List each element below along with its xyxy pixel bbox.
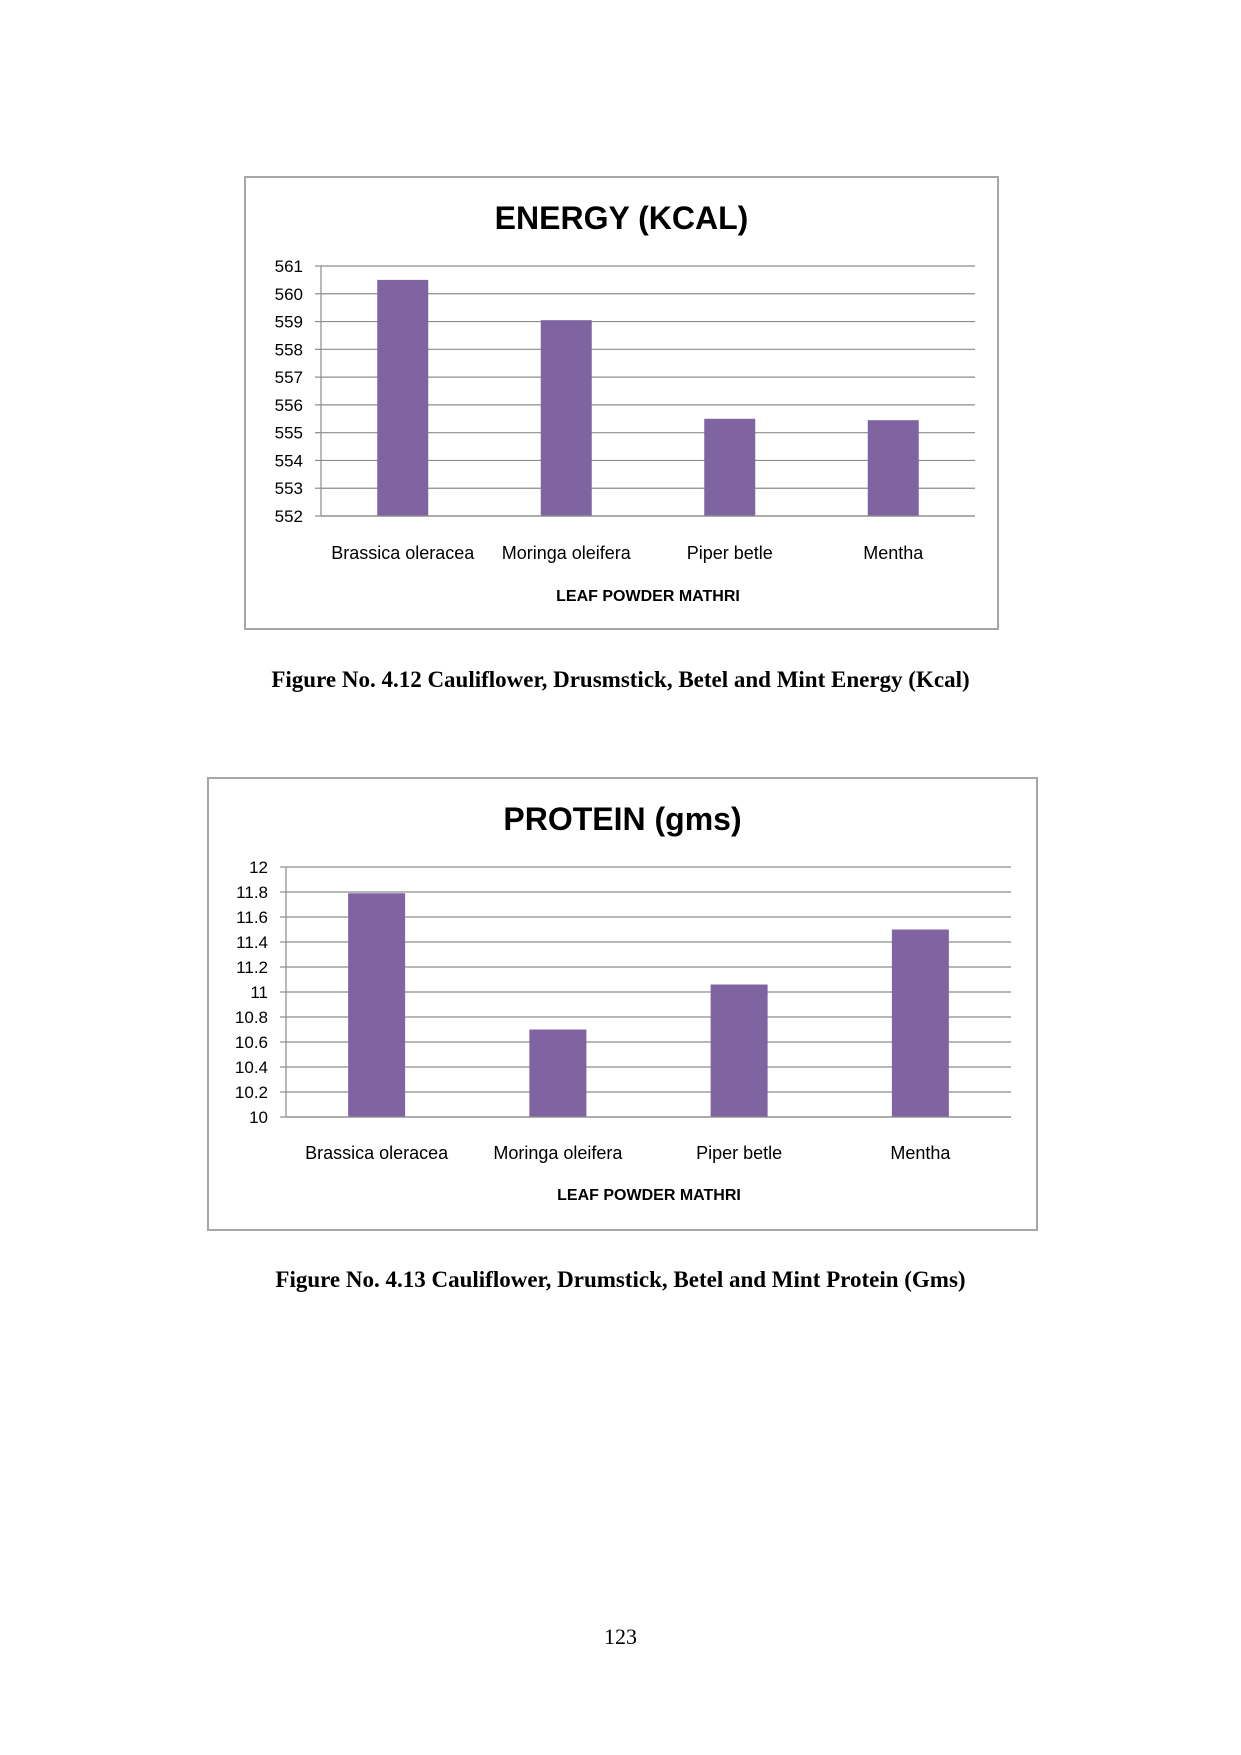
y-tick-label: 10	[249, 1108, 268, 1127]
bar-mentha	[892, 930, 949, 1118]
y-tick-label: 11.4	[236, 933, 268, 952]
y-tick-label: 561	[274, 257, 303, 276]
y-tick-label: 10.2	[234, 1083, 268, 1102]
bar-brassica-oleracea	[377, 280, 428, 516]
y-tick-label: 10.6	[234, 1033, 268, 1052]
x-category-label: Brassica oleracea	[305, 1143, 449, 1163]
y-tick-label: 11.2	[236, 958, 268, 977]
bar-piper-betle	[711, 985, 768, 1118]
chart-title: PROTEIN (gms)	[503, 801, 742, 837]
x-axis-title: LEAF POWDER MATHRI	[557, 1187, 741, 1204]
y-tick-label: 11.6	[236, 908, 268, 927]
protein-chart	[207, 777, 1038, 1231]
y-tick-label: 10.4	[234, 1058, 268, 1077]
page-number: 123	[604, 1624, 637, 1649]
energy-chart-svg	[246, 178, 997, 628]
bar-brassica-oleracea	[348, 893, 405, 1117]
y-tick-label: 11	[250, 983, 268, 1002]
x-category-label: Piper betle	[696, 1143, 783, 1163]
bar-mentha	[868, 420, 919, 516]
x-category-label: Moringa oleifera	[493, 1143, 623, 1163]
x-category-label: Mentha	[890, 1143, 951, 1163]
energy-chart	[244, 176, 999, 630]
protein-figure-caption: Figure No. 4.13 Cauliflower, Drumstick, Betel and Mint Protein (Gms)	[275, 1267, 966, 1292]
x-category-label: Piper betle	[686, 543, 773, 563]
x-category-label: Brassica oleracea	[331, 543, 475, 563]
y-tick-label: 555	[274, 423, 303, 443]
x-category-label: Mentha	[863, 543, 924, 563]
y-tick-label: 552	[274, 507, 303, 526]
bar-moringa-oleifera	[541, 320, 592, 516]
y-tick-label: 10.8	[234, 1008, 268, 1027]
y-tick-label: 558	[274, 340, 303, 360]
y-tick-label: 560	[274, 284, 303, 304]
energy-figure-caption: Figure No. 4.12 Cauliflower, Drusmstick, Betel and Mint Energy (Kcal)	[271, 667, 970, 692]
y-tick-label: 559	[274, 312, 303, 332]
x-category-label: Moringa oleifera	[501, 543, 631, 563]
y-tick-label: 11.8	[236, 883, 268, 902]
bar-piper-betle	[704, 419, 755, 516]
x-axis-title: LEAF POWDER MATHRI	[556, 588, 740, 605]
bar-moringa-oleifera	[529, 1030, 586, 1118]
y-tick-label: 554	[274, 451, 303, 471]
chart-title: ENERGY (KCAL)	[494, 200, 749, 236]
y-tick-label: 557	[274, 368, 303, 388]
y-tick-label: 553	[274, 479, 303, 499]
y-tick-label: 12	[249, 858, 268, 877]
protein-chart-svg	[209, 779, 1036, 1229]
y-tick-label: 556	[274, 395, 303, 415]
